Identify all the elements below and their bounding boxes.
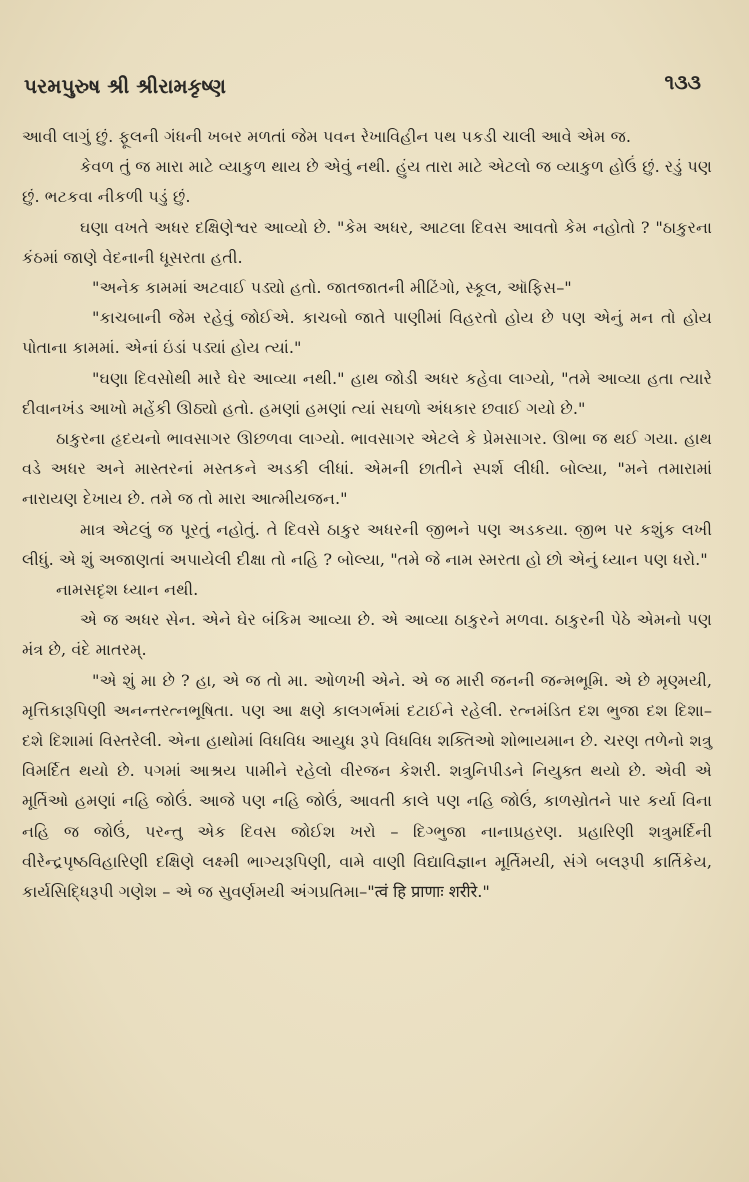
paragraph: "અનેક કામમાં અટવાઈ પડ્યો હતો. જાતજાતની મીટિંગો, સ્કૂલ, ઑફિસ–" <box>92 278 572 298</box>
running-title: પરમપુરુષ શ્રી શ્રીરામકૃષ્ણ <box>24 74 226 98</box>
paragraph: કેવળ તું જ મારા માટે વ્યાકુળ થાય છે એવું નથી. હુંય તારા માટે એટલો જ વ્યાકુળ હોઉં છું. રડું પણ છું. ભટકવા નીકળી પડું છું. <box>22 157 712 207</box>
paragraph: "એ શું મા છે ? હા, એ જ તો મા. ઓળખી એને. એ જ મારી જનની જન્મભૂમિ. એ છે મૃણ્મયી, મૃત્તિકારૂપિણી અનન્તરત્નભૂષિતા. પણ આ ક્ષણે કાલગર્ભમાં દટાઈને રહેલી. રત્નમંડિત દશ ભુજા દશ દિશા–દશે દિશામાં વિસ્તરેલી. એના હાથોમાં વિધવિધ આયુધ રૂપે વિધવિધ શક્તિઓ શોભાયમાન છે. ચરણ તળેનો શત્રુ વિમર્દિત થયો છે. પગમાં આશ્રય પામીને રહેલો વીરજન કેશરી. શત્રુનિપીડને નિયુક્ત થયો છે. એવી એ મૂર્તિઓ હમણાં નહિ જોઉં. આજે પણ નહિ જોઉં, આવતી કાલે પણ નહિ જોઉં, કાળસ્રોતને પાર કર્યા વિના નહિ જ જોઉં, પરન્તુ એક દિવસ જોઈશ ખરો – દિગ્ભુજા નાનાપ્રહરણ. પ્રહારિણી શત્રુમર્દિની વીરેન્દ્રપૃષ્ઠવિહારિણી દક્ષિણે લક્ષ્મી ભાગ્યરૂપિણી, વામે વાણી વિદ્યાવિજ્ઞાન મૂર્તિમયી, સંગે બલરૂપી કાર્તિકેય, કાર્યસિદ્ધિરૂપી ગણેશ – એ જ સુવર્ણમયી અંગપ્રતિમા–"त्वं हि प्राणाः शरीरे." <box>22 670 712 902</box>
paragraph: ઠાકુરના હૃદયનો ભાવસાગર ઊછળવા લાગ્યો. ભાવસાગર એટલે કે પ્રેમસાગર. ઊભા જ થઈ ગયા. હાથ વડે અધર અને માસ્તરનાં મસ્તકને અડકી લીધાં. એમની છાતીને સ્પર્શ લીધી. બોલ્યા, "મને તમારામાં નારાયણ દેખાય છે. તમે જ તો મારા આત્મીયજન." <box>22 429 712 509</box>
paragraph: માત્ર એટલું જ પૂરતું નહોતું. તે દિવસે ઠાકુર અધરની જીભને પણ અડકયા. જીભ પર કશુંક લખી લીધું. એ શું અજાણતાં અપાયેલી દીક્ષા તો નહિ ? બોલ્યા, "તમે જે નામ સ્મરતા હો છો એનું ધ્યાન પણ ધરો." <box>22 519 712 569</box>
paragraph: આવી લાગું છું. ફૂલની ગંધની ખબર મળતાં જેમ પવન રેખાવિહીન પથ પકડી ચાલી આવે એમ જ. <box>22 127 632 146</box>
paragraph: "કાચબાની જેમ રહેવું જોઈએ. કાચબો જાતે પાણીમાં વિહરતો હોય છે પણ એનું મન તો હોય પોતાના કામમાં. એનાં ઇંડાં પડ્યાં હોય ત્યાં." <box>22 308 712 358</box>
paragraph: ઘણા વખતે અધર દક્ષિણેશ્વર આવ્યો છે. "કેમ અધર, આટલા દિવસ આવતો કેમ નહોતો ? "ઠાકુરના કંઠમાં જાણે વેદનાની ધૂસરતા હતી. <box>22 217 712 267</box>
paragraph: નામસદૃશ ધ્યાન નથી. <box>56 580 199 600</box>
paragraph: એ જ અધર સેન. એને ઘેર બંકિમ આવ્યા છે. એ આવ્યા ઠાકુરને મળવા. ઠાકુરની પેઠે એમનો પણ મંત્ર છે, વંદે માતરમ્. <box>22 610 712 660</box>
body-text <box>22 122 712 907</box>
page-number: ૧૩૩ <box>664 70 701 94</box>
paragraph: "ઘણા દિવસોથી મારે ઘેર આવ્યા નથી." હાથ જોડી અધર કહેવા લાગ્યો, "તમે આવ્યા હતા ત્યારે દીવાનખંડ આખો મહેંકી ઊઠ્યો હતો. હમણાં હમણાં ત્યાં સઘળો અંધકાર છવાઈ ગયો છે." <box>22 368 712 418</box>
